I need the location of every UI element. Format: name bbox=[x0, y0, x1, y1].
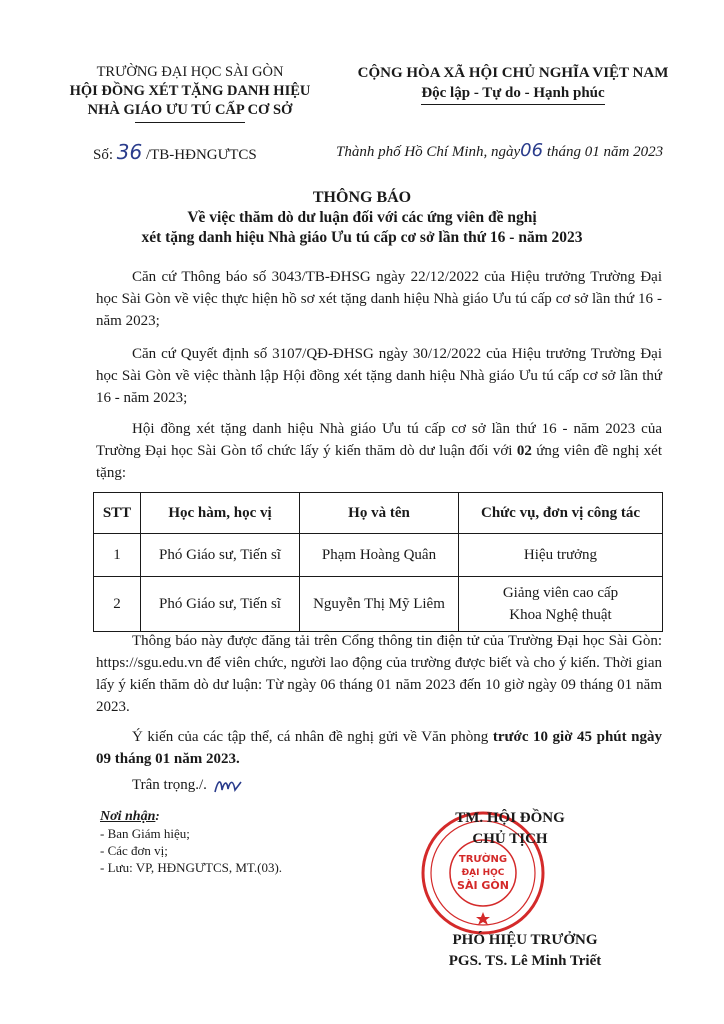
paragraph-intro bbox=[96, 418, 662, 484]
cell-name: Phạm Hoàng Quân bbox=[300, 534, 459, 577]
date-handwritten-day: 06 bbox=[520, 140, 544, 161]
cell-position-line-1: Giảng viên cao cấp bbox=[502, 585, 619, 601]
cell-stt: 1 bbox=[94, 534, 141, 577]
notice-title bbox=[60, 188, 664, 248]
doc-number-suffix: /TB-HĐNGƯTCS bbox=[145, 147, 257, 163]
doc-number-prefix: Số: bbox=[93, 147, 114, 163]
seal-text-3: SÀI GÒN bbox=[457, 879, 509, 892]
notice-subject-line-1: Về việc thăm dò dư luận đối với các ứng viên đề nghị bbox=[187, 209, 537, 226]
seal-text-1: TRƯỜNG bbox=[458, 854, 508, 865]
col-header-name: Họ và tên bbox=[300, 493, 459, 534]
col-header-stt: STT bbox=[94, 493, 141, 534]
paragraph-deadline-text: Ý kiến của các tập thể, cá nhân đề nghị gửi về Văn phòng bbox=[132, 729, 489, 745]
date-line bbox=[336, 140, 663, 161]
paragraph-intro-text-a: Hội đồng xét tặng danh hiệu Nhà giáo Ưu tú cấp cơ sở lần thứ 16 - năm 2023 của Trường Đại học Sài Gòn tổ chức lấy ý kiến thăm dò dư luận đối với bbox=[96, 421, 662, 459]
paragraph-basis-1: Căn cứ Thông báo số 3043/TB-ĐHSG ngày 22/12/2022 của Hiệu trưởng Trường Đại học Sài Gòn về việc thực hiện hồ sơ xét tặng danh hiệu Nhà giáo Ưu tú cấp cơ sở lần thứ 16 - năm 2023; bbox=[96, 269, 662, 329]
cell-position: Hiệu trưởng bbox=[459, 534, 663, 577]
cell-degree: Phó Giáo sư, Tiến sĩ bbox=[141, 577, 300, 632]
date-prefix: Thành phố Hồ Chí Minh, ngày bbox=[336, 144, 521, 160]
receiver-item: - Lưu: VP, HĐNGƯTCS, MT.(03). bbox=[100, 860, 283, 875]
receivers-label: Nơi nhận bbox=[100, 809, 156, 824]
cell-position bbox=[459, 577, 663, 632]
cell-name: Nguyễn Thị Mỹ Liêm bbox=[300, 577, 459, 632]
issuer-line-1: TRƯỜNG ĐẠI HỌC SÀI GÒN bbox=[96, 64, 284, 80]
receiver-item: - Ban Giám hiệu; bbox=[100, 826, 190, 841]
paragraph-deadline bbox=[96, 726, 662, 770]
candidate-count: 02 bbox=[516, 443, 532, 459]
issuer-line-3: NHÀ GIÁO ƯU TÚ CẤP CƠ SỞ bbox=[87, 102, 293, 118]
national-motto: Độc lập - Tự do - Hạnh phúc bbox=[421, 83, 604, 105]
col-header-degree: Học hàm, học vị bbox=[141, 493, 300, 534]
signature-line-2: CHỦ TỊCH bbox=[472, 831, 548, 847]
paragraph-publication: Thông báo này được đăng tải trên Cổng thông tin điện tử của Trường Đại học Sài Gòn: https://sgu.edu.vn để viên chức, người lao động của trường được biết và cho ý kiến. Thời gian lấy ý kiến thăm dò dư luận: Từ ngày 06 tháng 01 năm 2023 đến 10 giờ ngày 09 tháng 01 năm 2023. bbox=[96, 633, 662, 715]
issuer-line-2: HỘI ĐỒNG XÉT TẶNG DANH HIỆU bbox=[69, 83, 311, 99]
cell-stt: 2 bbox=[94, 577, 141, 632]
signature-line-1: TM. HỘI ĐỒNG bbox=[455, 810, 565, 826]
paragraph-intro-text-b: ứng viên đề nghị xét tặng: bbox=[96, 443, 663, 481]
receivers-block: Nơi nhận: - Ban Giám hiệu; - Các đơn vị; - Lưu: VP, HĐNGƯTCS, MT.(03). bbox=[100, 808, 283, 875]
doc-number-handwritten: 36 bbox=[116, 140, 143, 164]
table-header-row bbox=[94, 493, 663, 534]
table-row bbox=[94, 577, 663, 632]
notice-title-main: THÔNG BÁO bbox=[312, 189, 412, 206]
document-number bbox=[93, 140, 257, 164]
national-header bbox=[328, 63, 698, 105]
cell-degree: Phó Giáo sư, Tiến sĩ bbox=[141, 534, 300, 577]
signatory-name: PGS. TS. Lê Minh Triết bbox=[448, 953, 602, 969]
receiver-item: - Các đơn vị; bbox=[100, 843, 168, 858]
date-suffix: tháng 01 năm 2023 bbox=[546, 144, 664, 160]
signatory bbox=[410, 930, 640, 972]
closing-line bbox=[96, 774, 662, 796]
signature-authority bbox=[420, 808, 600, 850]
issuer-header bbox=[50, 63, 330, 123]
candidate-table bbox=[93, 492, 663, 632]
initials-signature-icon bbox=[213, 776, 243, 796]
paragraph-basis-2: Căn cứ Quyết định số 3107/QĐ-ĐHSG ngày 30/12/2022 của Hiệu trưởng Trường Đại học Sài Gòn về việc thành lập Hội đồng xét tặng danh hiệu Nhà giáo Ưu tú cấp cơ sở lần thứ 16 - năm 2023; bbox=[96, 346, 662, 406]
col-header-position: Chức vụ, đơn vị công tác bbox=[459, 493, 663, 534]
closing-text: Trân trọng./. bbox=[132, 777, 207, 793]
cell-position-line-2: Khoa Nghệ thuật bbox=[509, 607, 612, 623]
issuer-underline bbox=[135, 122, 245, 123]
deadline-emphasis: trước 10 giờ 45 phút ngày 09 tháng 01 năm 2023. bbox=[96, 729, 662, 767]
table-row bbox=[94, 534, 663, 577]
signatory-title: PHÓ HIỆU TRƯỞNG bbox=[452, 932, 598, 948]
notice-subject-line-2: xét tặng danh hiệu Nhà giáo Ưu tú cấp cơ sở lần thứ 16 - năm 2023 bbox=[141, 229, 583, 246]
seal-text-2: ĐẠI HỌC bbox=[461, 868, 505, 878]
national-title: CỘNG HÒA XÃ HỘI CHỦ NGHĨA VIỆT NAM bbox=[357, 65, 669, 81]
